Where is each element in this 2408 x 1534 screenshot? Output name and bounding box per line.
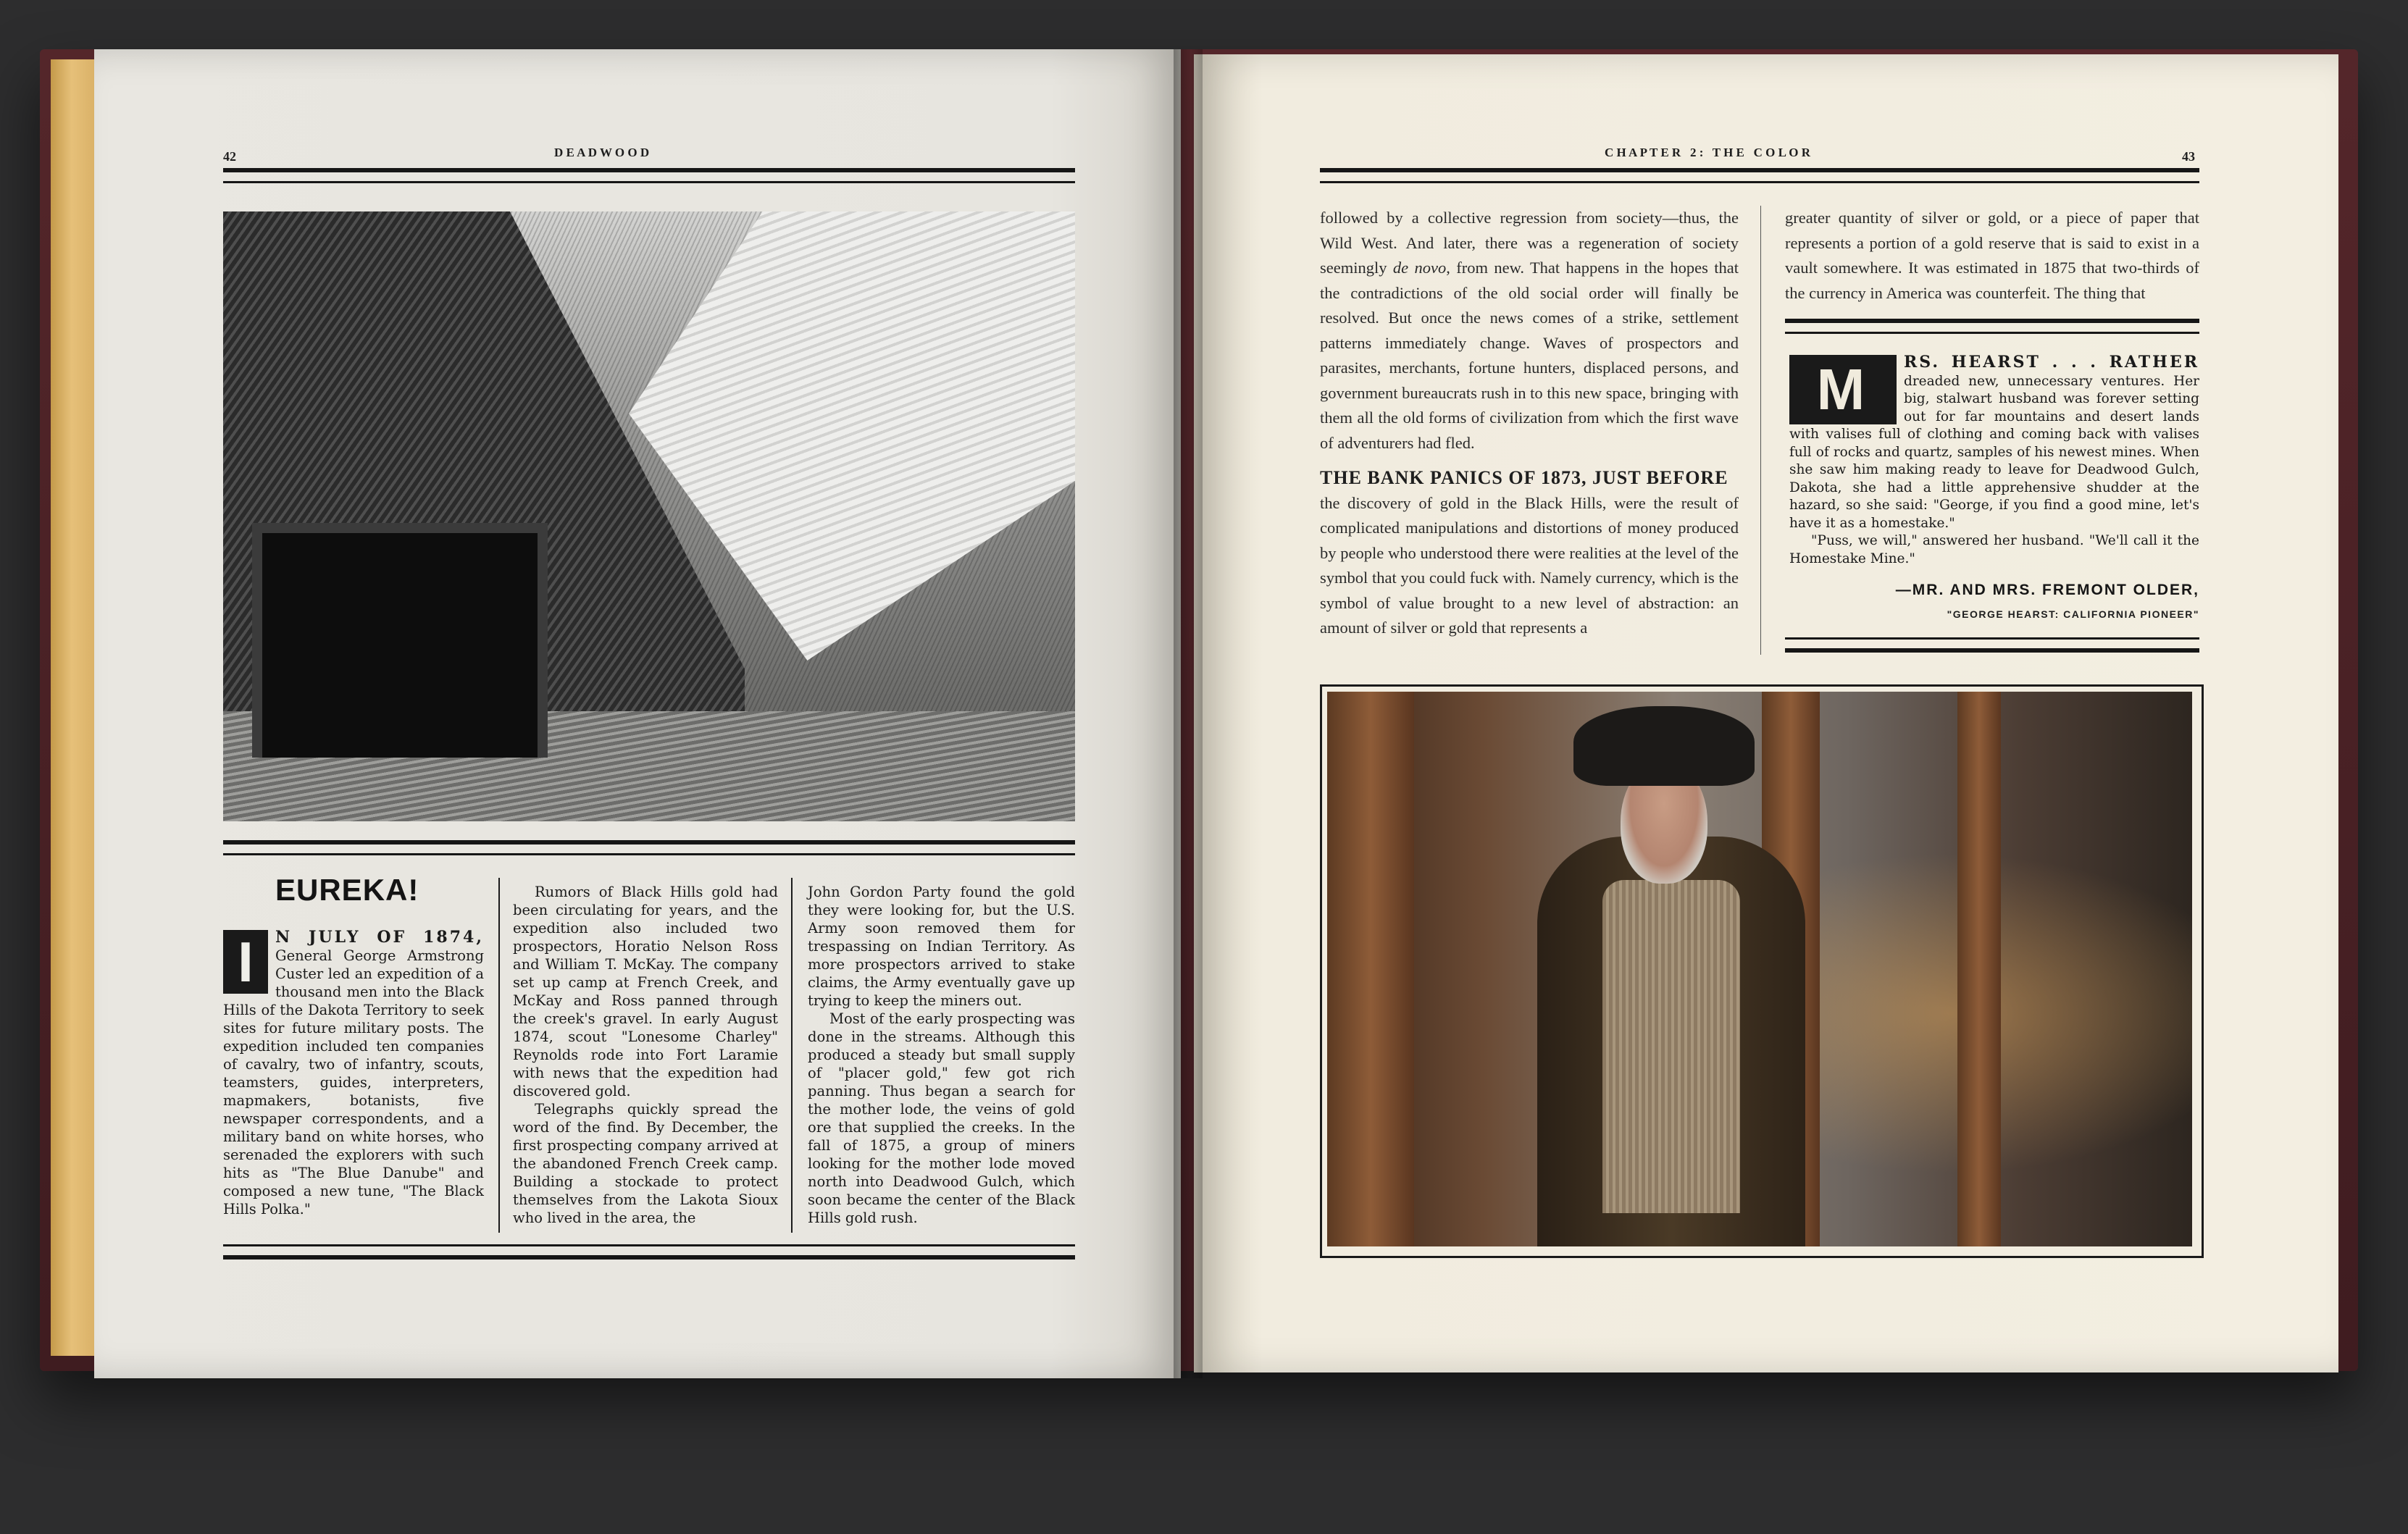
quote-lead-caps: RS. HEARST . . . RATHER	[1904, 353, 2199, 372]
section-rule	[223, 840, 1075, 855]
column-2-paragraph-1: greater quantity of silver or gold, or a piece of paper that represents a portion of a gold reserve that is said to exist in a vault somewhere. It was estimated in 1875 that two-thirds of the currency in America was counterfeit. The thing that	[1785, 209, 2199, 302]
body-column-1	[1320, 206, 1739, 641]
right-running-head: C H A P T E R 2 : T H E C O L O R	[1605, 146, 1811, 159]
man-hat	[1573, 706, 1755, 786]
top-rule	[1320, 168, 2199, 183]
mining-camp-engraving	[223, 211, 1075, 821]
right-folio: 43	[2182, 149, 2195, 164]
wooden-post	[1327, 692, 1414, 1246]
article-column-1	[223, 929, 484, 1218]
top-rule	[223, 168, 1075, 183]
column-divider	[498, 878, 500, 1233]
pull-quote	[1789, 353, 2199, 568]
quote-top-rule	[1785, 319, 2199, 334]
mine-tunnel	[252, 523, 548, 758]
column-divider	[791, 878, 793, 1233]
article-column-3	[808, 883, 1075, 1227]
body-column-2	[1785, 206, 2199, 306]
wooden-post	[1957, 692, 2001, 1246]
book-gutter	[1174, 49, 1203, 1378]
quote-bottom-rule	[1785, 637, 2199, 653]
column-1-paragraph-2: the discovery of gold in the Black Hills, were the result of complicated manipulations and distortions of money produced by people who understood there were realities at the level of the symbol that you could fuck with. Namely currency, which is the symbol of value brought to a new level of abstraction: an amount of silver or gold that represents a	[1320, 493, 1739, 637]
column-3-paragraph-2: Most of the early prospecting was done in the streams. Although this produced a steady but small supply of "placer gold," few got rich panning. Thus began a search for the mother lode, the veins of gold ore that supplied the creeks. In the fall of 1875, a group of miners looking for the mother lode moved north into Deadwood Gulch, which soon became the center of the Black Hills gold rush.	[808, 1010, 1075, 1226]
column-2-paragraph-1: Rumors of Black Hills gold had been circulating for years, and the expedition also included two prospectors, Horatio Nelson Ross and William T. McKay. The company set up camp at French Creek, and McKay and Ross panned through the creek's gravel. In early August 1874, scout "Lonesome Charley" Reynolds rode into Fort Laramie with news that the expedition had discovered gold.	[513, 884, 778, 1099]
article-headline: EUREKA!	[275, 873, 419, 907]
quote-attribution: —MR. AND MRS. FREMONT OLDER,	[1895, 582, 2199, 598]
drop-cap: I	[223, 930, 268, 994]
column-2-paragraph-2: Telegraphs quickly spread the word of the find. By December, the first prospecting company arrived at the abandoned French Creek camp. Building a stockade to protect themselves from the Lakota Sioux who lived in the area, the	[513, 1101, 778, 1226]
quote-drop-cap: M	[1789, 355, 1897, 424]
lead-caps: N JULY OF 1874,	[275, 928, 484, 947]
man-vest	[1602, 880, 1740, 1213]
page-edges	[51, 59, 97, 1356]
bearded-man-in-hat-photo	[1327, 692, 2192, 1246]
left-folio: 42	[223, 149, 236, 164]
bottom-rule	[223, 1244, 1075, 1260]
article-column-2	[513, 883, 778, 1227]
quote-source: "GEORGE HEARST: CALIFORNIA PIONEER"	[1947, 608, 2199, 620]
column-1-paragraph-1: followed by a collective regression from society—thus, the Wild West. And later, there was a regeneration of society seemingly de novo, from new. That happens in the hopes that the contradictions of the old social order will finally be resolved. But once the news comes of a strike, settlement patterns immediately change. Waves of prospectors and parasites, merchants, fortune hunters, displaced persons, and government bureaucrats rush in to this new space, bringing with them all the old forms of civilization from which the first wave of adventurers had fled.	[1320, 209, 1739, 452]
column-1-text: General George Armstrong Custer led an expedition of a thousand men into the Black Hills of the Dakota Territory to seek sites for future military posts. The expedition included ten companies of cavalry, two of infantry, scouts, teamsters, guides, interpreters, mapmakers, botanists, five newspaper correspondents, and a military band on white horses, who serenaded the explorers with such hits as "The Blue Danube" and composed a new tune, "The Black Hills Polka."	[223, 947, 484, 1217]
column-3-paragraph-1: John Gordon Party found the gold they were looking for, but the U.S. Army soon removed them for trespassing on Indian Territory. As more prospectors arrived to stake claims, the Army eventually gave up trying to keep the miners out.	[808, 884, 1075, 1009]
column-divider	[1760, 206, 1761, 655]
left-running-head: D E A D W O O D	[554, 146, 650, 159]
quote-paragraph-1: dreaded new, unnecessary ventures. Her big, stalwart husband was forever setting out for far mountains and desert lands with valises full of clothing and coming back with valises full of rocks and quartz, samples of his newest mines. When she saw him making ready to leave for Deadwood Gulch, Dakota, she had a little apprehensive shudder at the hazard, so she said: "George, if you find a good mine, let's have it as a homestake."	[1789, 373, 2199, 531]
section-subhead: THE BANK PANICS OF 1873, JUST BEFORE	[1320, 467, 1728, 488]
quote-paragraph-2: "Puss, we will," answered her husband. "We'll call it the Homestake Mine."	[1789, 533, 2199, 566]
